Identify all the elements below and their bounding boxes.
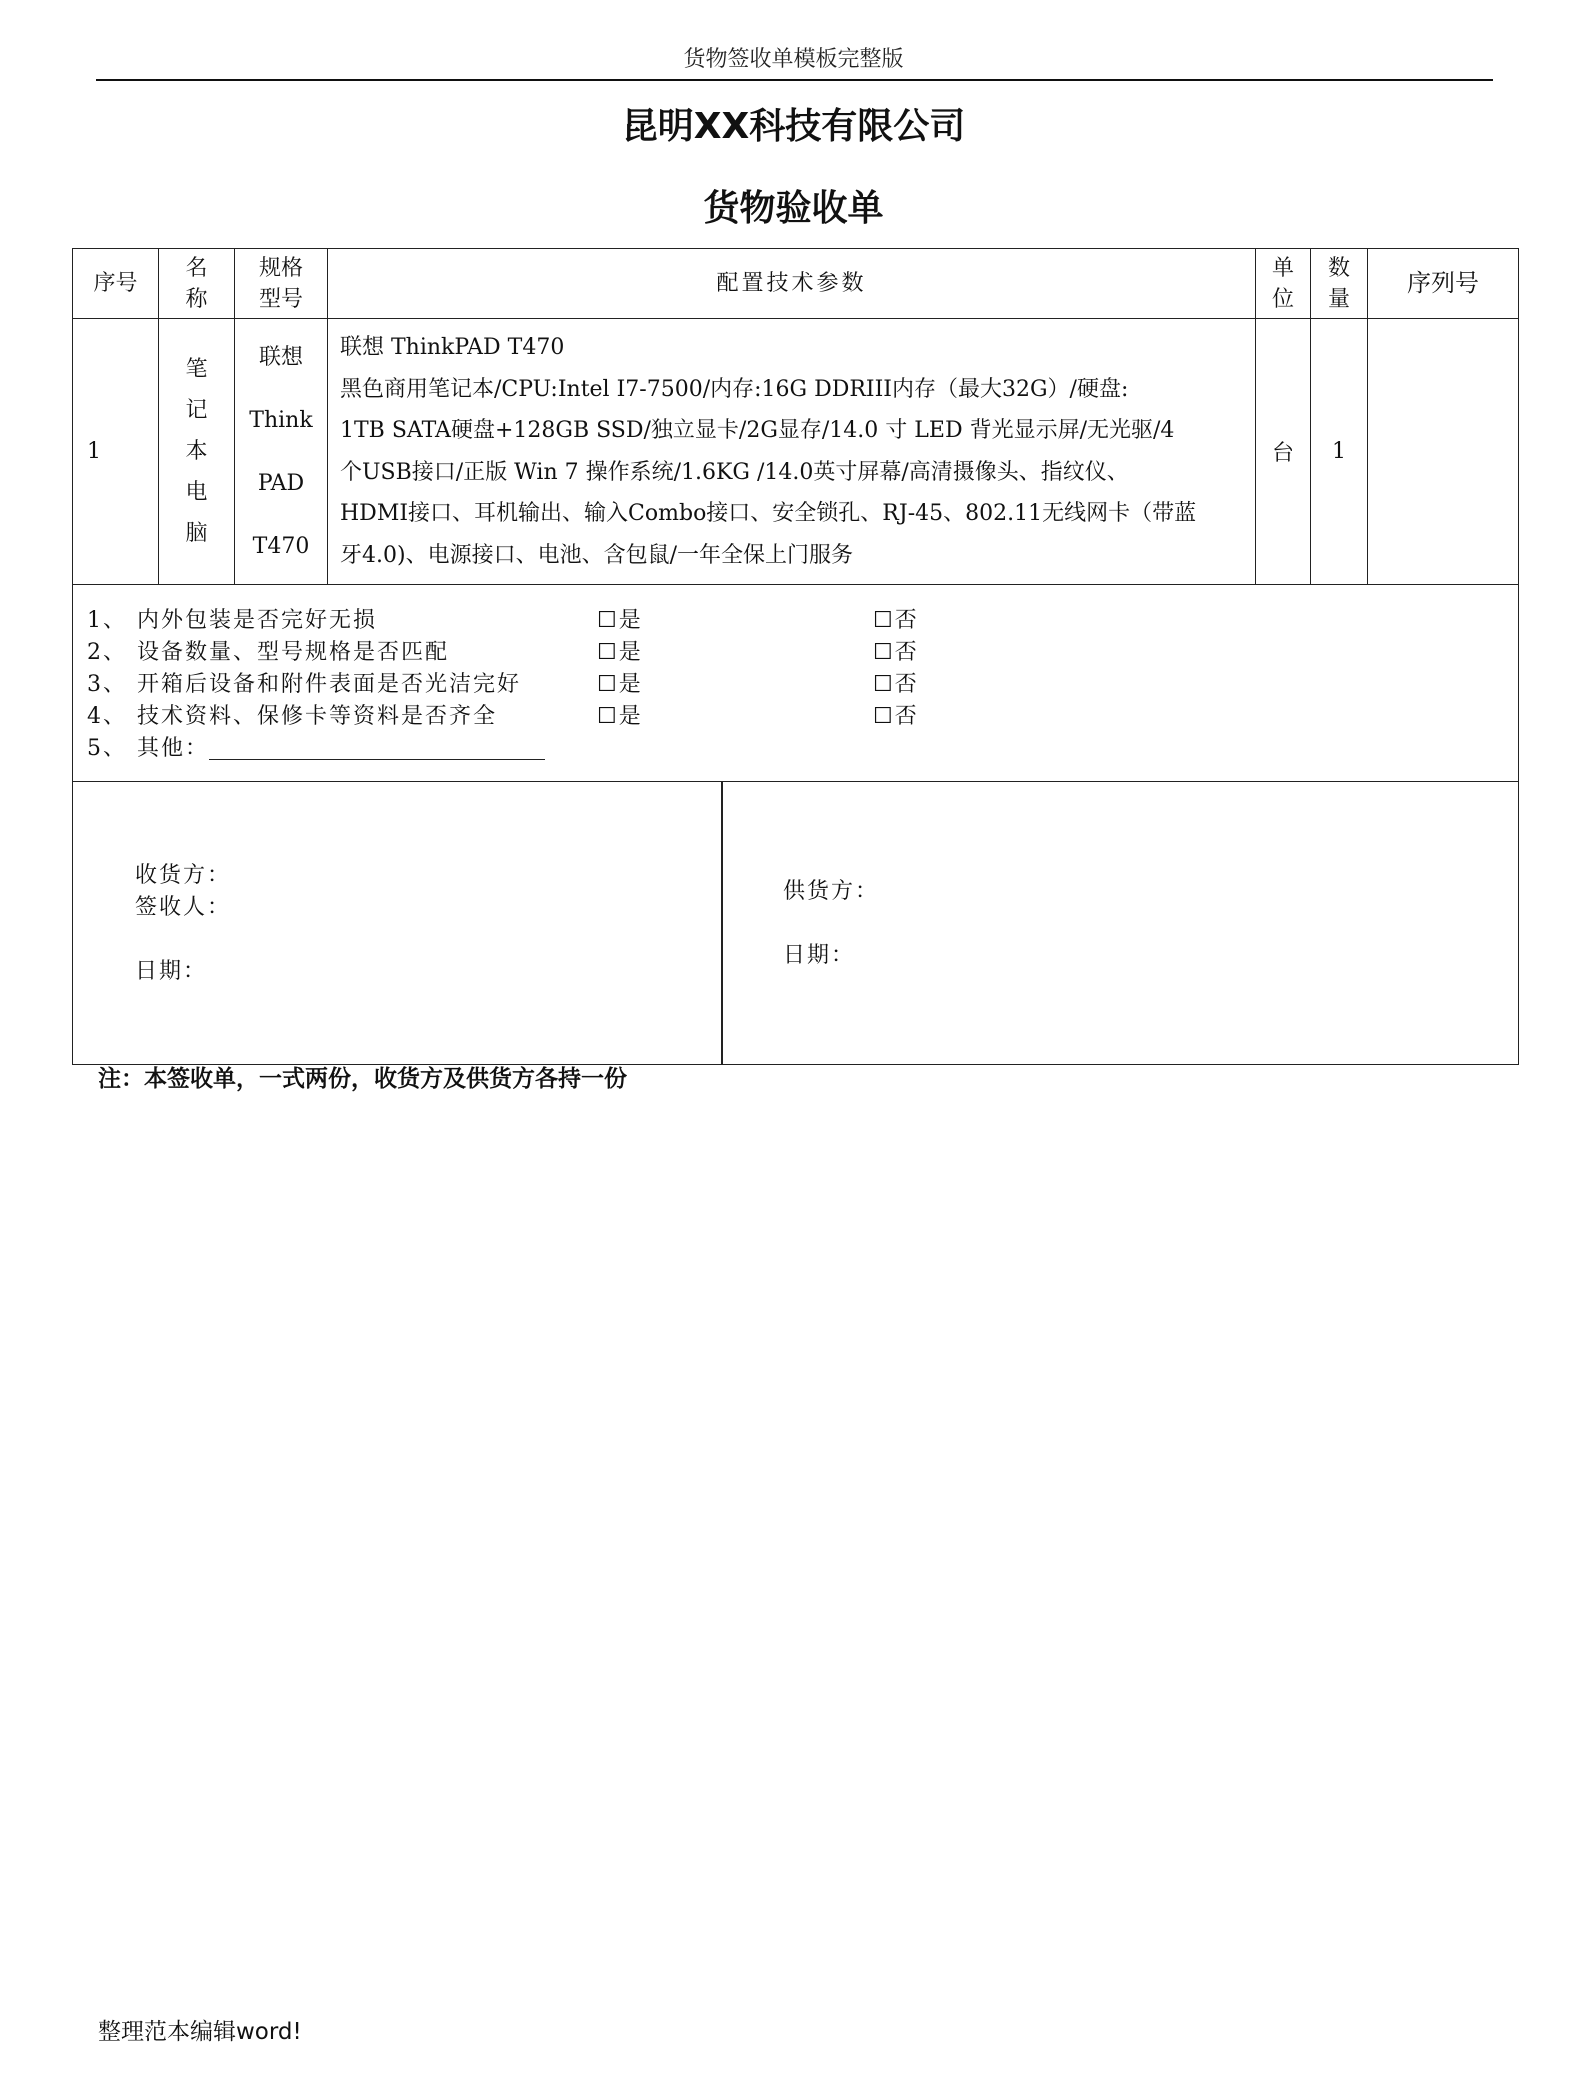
supplier-label: 供货方： bbox=[783, 879, 880, 904]
checklist-item: 3、 开箱后设备和附件表面是否光洁完好 ☐是 ☐否 bbox=[87, 669, 1504, 701]
receiver-label: 收货方： bbox=[135, 863, 232, 888]
row-unit: 台 bbox=[1256, 319, 1311, 585]
no-checkbox[interactable]: ☐否 bbox=[873, 640, 919, 665]
receiver-date-label: 日期： bbox=[135, 959, 208, 984]
row-seq: 1 bbox=[73, 319, 159, 585]
yes-checkbox[interactable]: ☐是 bbox=[597, 704, 643, 729]
no-checkbox[interactable]: ☐否 bbox=[873, 704, 919, 729]
row-qty: 1 bbox=[1311, 319, 1368, 585]
row-name: 笔 记 本 电 脑 bbox=[159, 319, 235, 585]
footnote: 注：本签收单，一式两份，收货方及供货方各持一份 bbox=[98, 1066, 627, 1092]
receiver-signature-cell bbox=[73, 782, 1519, 1065]
page-header: 货物签收单模板完整版 bbox=[683, 47, 904, 72]
checklist bbox=[73, 585, 1519, 782]
checklist-item: 2、 设备数量、型号规格是否匹配 ☐是 ☐否 bbox=[87, 637, 1504, 669]
checklist-item: 4、 技术资料、保修卡等资料是否齐全 ☐是 ☐否 bbox=[87, 701, 1504, 733]
company-name: 昆明XX科技有限公司 bbox=[621, 106, 966, 147]
yes-checkbox[interactable]: ☐是 bbox=[597, 640, 643, 665]
checklist-other: 5、 其他： bbox=[87, 733, 1504, 765]
no-checkbox[interactable]: ☐否 bbox=[873, 672, 919, 697]
row-model: 联想 Think PAD T470 bbox=[235, 319, 328, 585]
yes-checkbox[interactable]: ☐是 bbox=[597, 672, 643, 697]
header-serial: 序列号 bbox=[1368, 249, 1519, 319]
document-title: 货物验收单 bbox=[703, 188, 884, 229]
signature-divider bbox=[721, 782, 723, 1064]
header-unit: 单 位 bbox=[1256, 249, 1311, 319]
other-blank-line[interactable] bbox=[209, 733, 545, 760]
signature-area bbox=[73, 782, 1518, 1064]
row-spec: 联想 ThinkPAD T470 黑色商用笔记本/CPU:Intel I7-7500/内存:16G DDRIII内存（最大32G）/硬盘: 1TB SATA硬盘+128GB SSD/独立显卡/2G显存/14.0 寸 LED 背光显示屏/无光驱/4 个USB接口/正版 Win 7 操作系统/1.6KG /14.0英寸屏幕/高清摄像头、指纹仪、 HDMI接口、耳机输出、输入Combo接口、安全锁孔、RJ-45、802.11无线网卡（带蓝 牙4.0)、电源接口、电池、含包鼠/一年全保上门服务 bbox=[328, 319, 1256, 585]
acceptance-table bbox=[72, 248, 1519, 1065]
header-model: 规格 型号 bbox=[235, 249, 328, 319]
supplier-date-label: 日期： bbox=[783, 943, 856, 968]
page-footer: 整理范本编辑word! bbox=[98, 2019, 302, 2045]
signer-label: 签收人： bbox=[135, 895, 232, 920]
checklist-item: 1、 内外包装是否完好无损 ☐是 ☐否 bbox=[87, 605, 1504, 637]
table-row bbox=[73, 319, 1519, 585]
header-name: 名 称 bbox=[159, 249, 235, 319]
table-header-row bbox=[73, 249, 1519, 319]
header-qty: 数 量 bbox=[1311, 249, 1368, 319]
signature-row bbox=[73, 782, 1519, 1065]
header-spec: 配置技术参数 bbox=[328, 249, 1256, 319]
row-serial bbox=[1368, 319, 1519, 585]
header-seq: 序号 bbox=[73, 249, 159, 319]
checklist-row bbox=[73, 585, 1519, 782]
no-checkbox[interactable]: ☐否 bbox=[873, 608, 919, 633]
header-divider bbox=[96, 79, 1493, 81]
yes-checkbox[interactable]: ☐是 bbox=[597, 608, 643, 633]
